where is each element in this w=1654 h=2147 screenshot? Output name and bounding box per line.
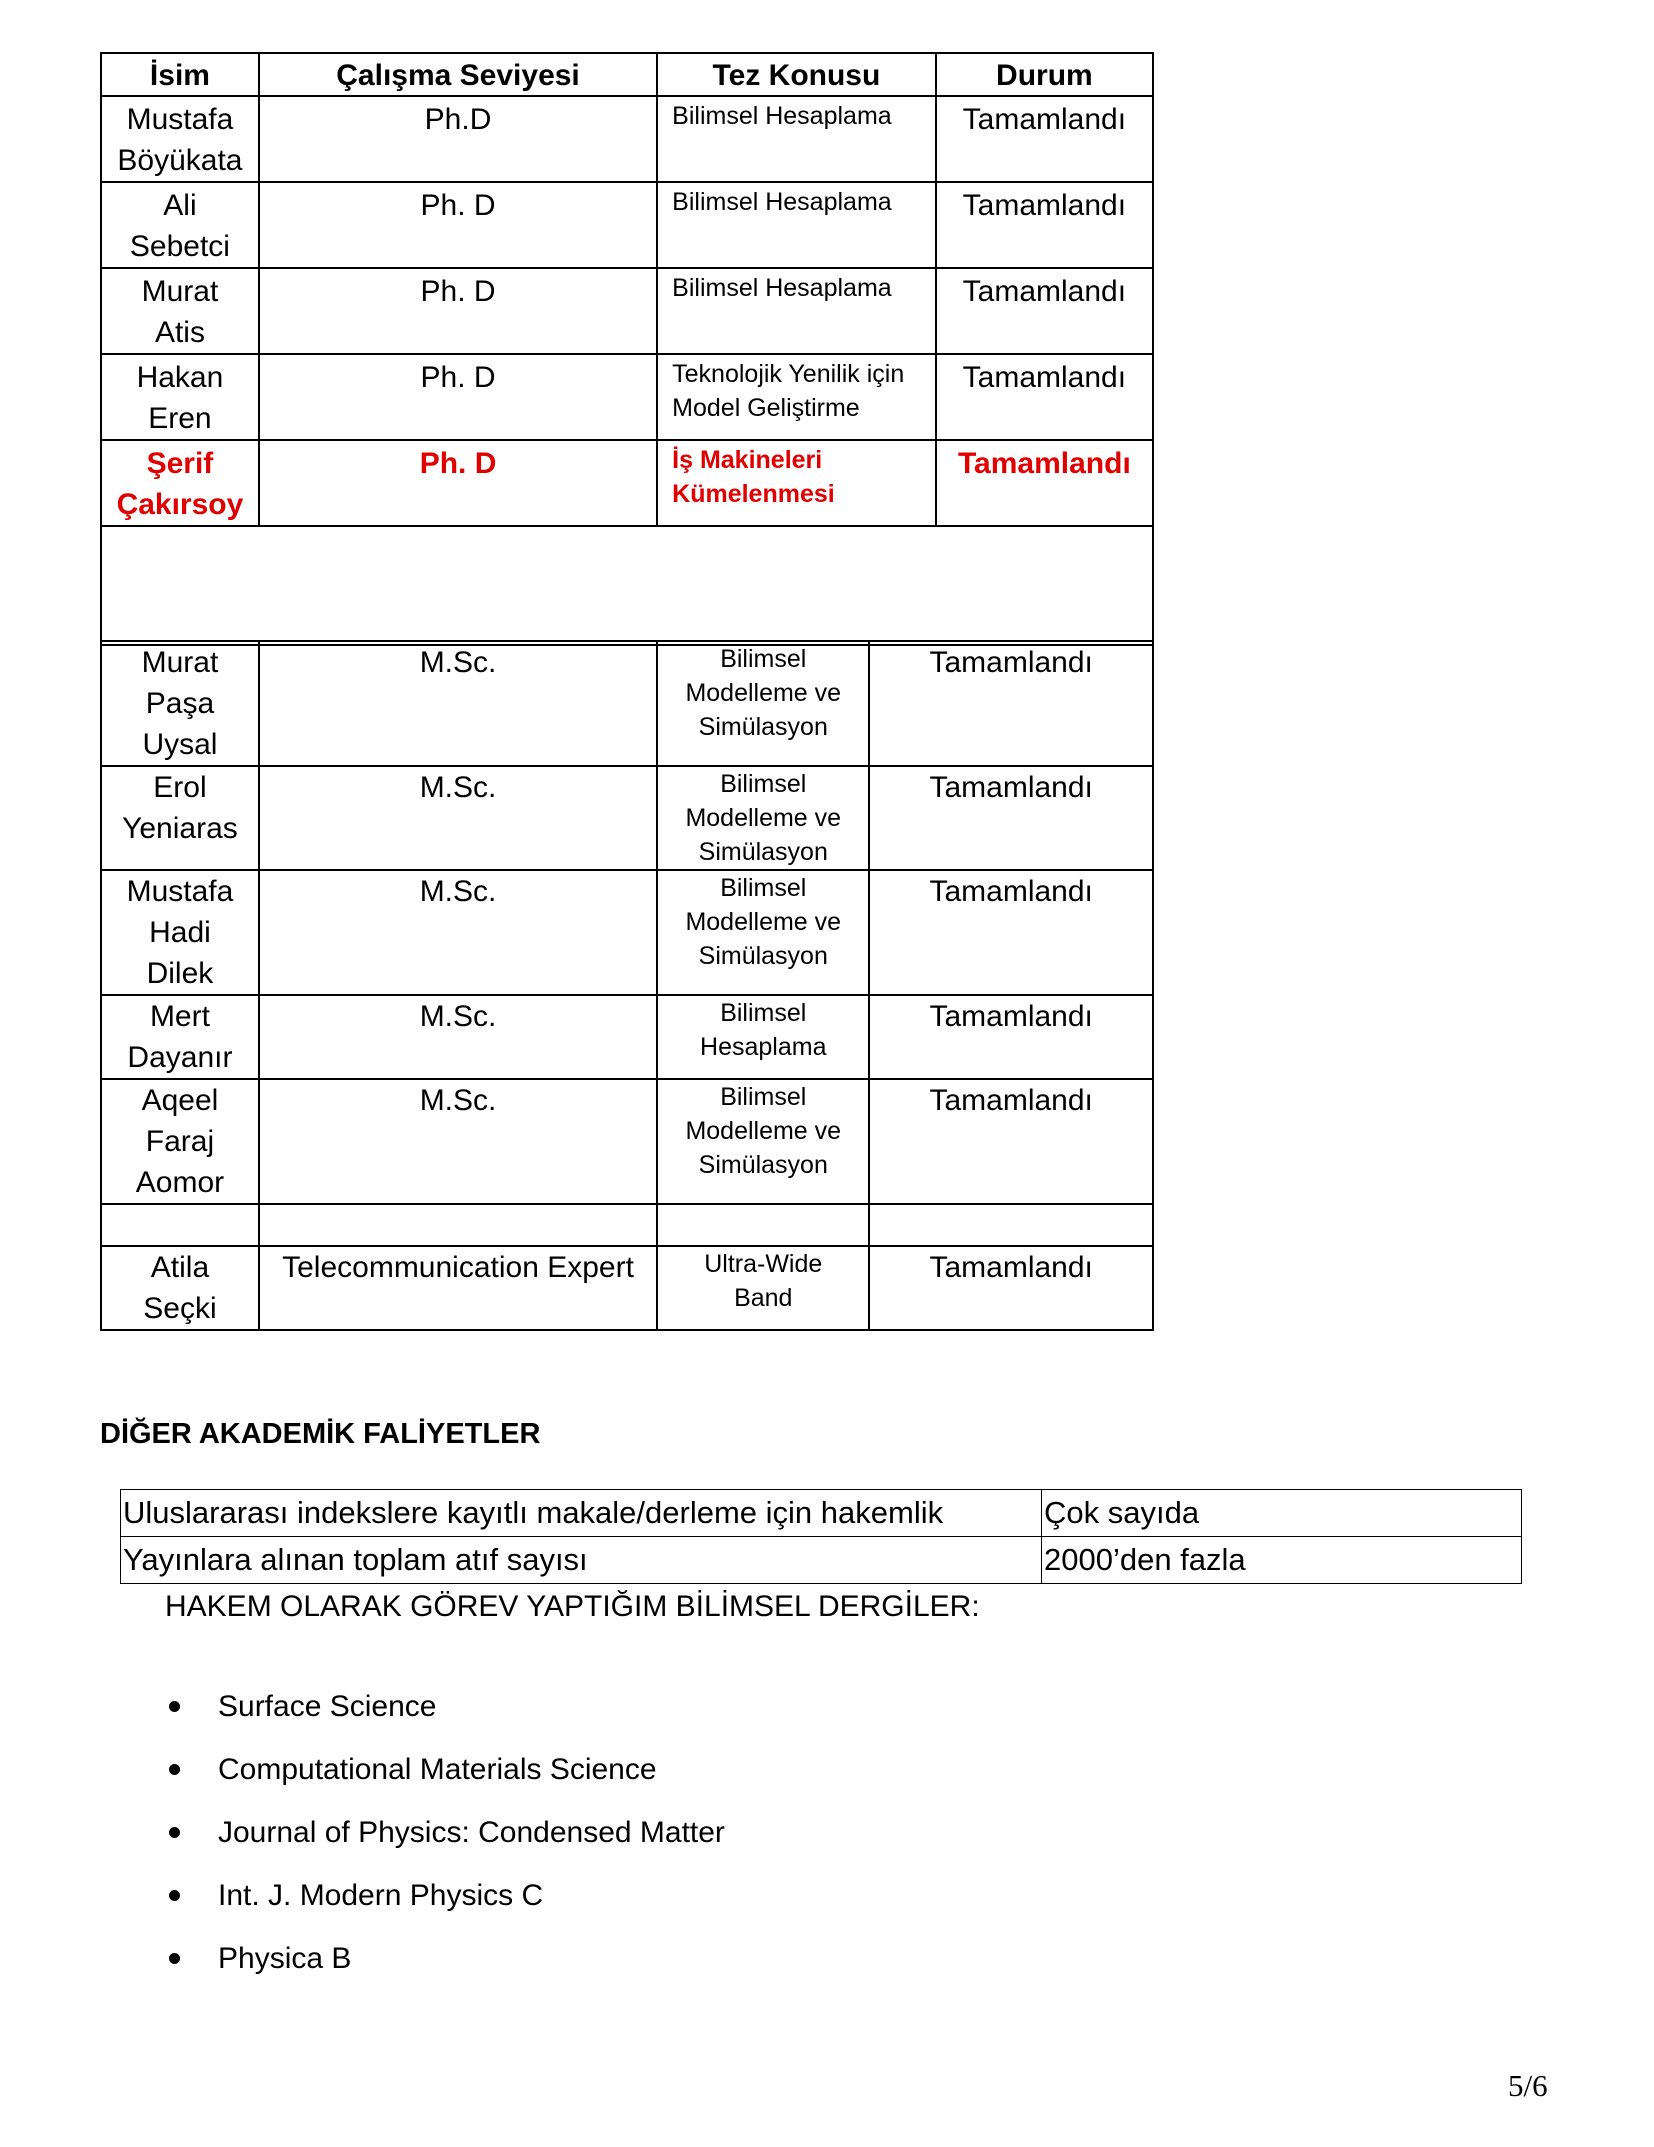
thesis-topic	[657, 766, 869, 870]
journals-heading: HAKEM OLARAK GÖREV YAPTIĞIM BİLİMSEL DERGİLER:	[165, 1590, 980, 1623]
name-line: Atis	[154, 316, 205, 349]
topic-line: Simülasyon	[698, 1151, 828, 1179]
name-line: Aomor	[135, 1166, 225, 1199]
student-name	[101, 995, 259, 1079]
student-name	[101, 766, 259, 870]
student-name	[101, 641, 259, 766]
thesis-topic	[657, 440, 936, 526]
empty-cell	[657, 1204, 869, 1246]
topic-line: Model Geliştirme	[672, 394, 860, 422]
empty-cell	[259, 1204, 657, 1246]
bullet-icon	[169, 1890, 180, 1901]
page-number: 5/6	[1508, 2068, 1548, 2103]
name-line: Seçki	[143, 1292, 217, 1325]
thesis-topic	[657, 182, 936, 268]
topic-line: Bilimsel	[720, 645, 807, 673]
activity-value: Çok sayıda	[1042, 1490, 1522, 1537]
topic-line: Simülasyon	[698, 942, 828, 970]
table-row	[101, 995, 1153, 1079]
study-level: Telecommunication Expert	[259, 1246, 657, 1330]
thesis-topic	[657, 354, 936, 440]
study-level: Ph. D	[259, 182, 657, 268]
topic-line: Modelleme ve	[685, 804, 842, 832]
name-line: Çakırsoy	[116, 488, 244, 521]
topic-line: İş Makineleri	[672, 446, 823, 474]
name-line: Uysal	[142, 728, 218, 761]
student-name	[101, 96, 259, 182]
student-name	[101, 1246, 259, 1330]
name-line: Dayanır	[127, 1041, 233, 1074]
msc-table	[100, 640, 1154, 1331]
bullet-icon	[169, 1953, 180, 1964]
study-level: Ph. D	[259, 354, 657, 440]
list-item	[165, 1685, 725, 1748]
name-line: Yeniaras	[122, 812, 238, 845]
list-item	[165, 1748, 725, 1811]
thesis-topic	[657, 870, 869, 995]
topic-line: Ultra-Wide	[704, 1250, 823, 1278]
topic-line: Bilimsel	[720, 874, 807, 902]
name-line: Paşa	[145, 687, 215, 720]
topic-line: Bilimsel	[720, 770, 807, 798]
study-level: Ph. D	[259, 440, 657, 526]
topic-line: Modelleme ve	[685, 1117, 842, 1145]
name-line: Aqeel	[141, 1084, 219, 1117]
table-row	[101, 96, 1153, 182]
header-level: Çalışma Seviyesi	[259, 53, 657, 96]
activity-label: Yayınlara alınan toplam atıf sayısı	[121, 1537, 1042, 1584]
table-row	[101, 182, 1153, 268]
header-status: Durum	[936, 53, 1153, 96]
status: Tamamlandı	[936, 268, 1153, 354]
topic-line: Bilimsel Hesaplama	[672, 274, 892, 302]
topic-line: Kümelenmesi	[672, 480, 835, 508]
list-item	[165, 1874, 725, 1937]
journal-name: Computational Materials Science	[218, 1753, 657, 1786]
topic-line: Modelleme ve	[685, 908, 842, 936]
name-line: Mert	[149, 1000, 210, 1033]
study-level: M.Sc.	[259, 641, 657, 766]
student-name	[101, 1079, 259, 1204]
topic-line: Hesaplama	[700, 1033, 827, 1061]
journal-name: Journal of Physics: Condensed Matter	[218, 1816, 725, 1849]
status: Tamamlandı	[869, 995, 1153, 1079]
name-line: Mustafa	[126, 103, 234, 136]
status: Tamamlandı	[936, 440, 1153, 526]
activities-table	[120, 1489, 1522, 1584]
name-line: Mustafa	[126, 875, 234, 908]
activity-value: 2000’den fazla	[1042, 1537, 1522, 1584]
study-level: Ph.D	[259, 96, 657, 182]
topic-line: Simülasyon	[698, 838, 828, 866]
name-line: Sebetci	[129, 230, 230, 263]
table-row	[101, 641, 1153, 766]
name-line: Ali	[163, 189, 197, 222]
name-line: Murat	[141, 275, 219, 308]
topic-line: Bilimsel Hesaplama	[672, 102, 892, 130]
topic-line: Bilimsel Hesaplama	[672, 188, 892, 216]
student-name	[101, 354, 259, 440]
empty-cell	[101, 526, 1153, 645]
table-row	[101, 268, 1153, 354]
topic-line: Bilimsel	[720, 999, 807, 1027]
topic-line: Bilimsel	[720, 1083, 807, 1111]
list-item	[165, 1937, 725, 2000]
status: Tamamlandı	[869, 870, 1153, 995]
table-row	[101, 440, 1153, 526]
status: Tamamlandı	[936, 354, 1153, 440]
student-name	[101, 182, 259, 268]
thesis-topic	[657, 995, 869, 1079]
name-line: Eren	[148, 402, 212, 435]
status: Tamamlandı	[869, 1246, 1153, 1330]
student-name	[101, 870, 259, 995]
topic-line: Band	[734, 1284, 793, 1312]
bullet-icon	[169, 1701, 180, 1712]
name-line: Faraj	[145, 1125, 215, 1158]
thesis-topic	[657, 1079, 869, 1204]
students-table-header	[101, 53, 1153, 96]
empty-row	[101, 1204, 1153, 1246]
name-line: Dilek	[146, 957, 214, 990]
empty-row	[101, 526, 1153, 645]
student-name	[101, 268, 259, 354]
name-line: Şerif	[146, 447, 214, 480]
study-level: M.Sc.	[259, 995, 657, 1079]
journal-name: Physica B	[218, 1942, 352, 1975]
table-row	[101, 870, 1153, 995]
empty-cell	[101, 1204, 259, 1246]
empty-cell	[869, 1204, 1153, 1246]
name-line: Hadi	[149, 916, 211, 949]
thesis-topic	[657, 268, 936, 354]
study-level: M.Sc.	[259, 870, 657, 995]
topic-line: Teknolojik Yenilik için	[672, 360, 905, 388]
status: Tamamlandı	[936, 96, 1153, 182]
table-row	[121, 1537, 1522, 1584]
name-line: Erol	[153, 771, 207, 804]
students-table	[100, 52, 1154, 646]
activity-label: Uluslararası indekslere kayıtlı makale/derleme için hakemlik	[121, 1490, 1042, 1537]
table-row	[101, 1079, 1153, 1204]
status: Tamamlandı	[869, 766, 1153, 870]
bullet-icon	[169, 1764, 180, 1775]
table-row	[121, 1490, 1522, 1537]
table-row	[101, 1246, 1153, 1330]
study-level: M.Sc.	[259, 766, 657, 870]
status: Tamamlandı	[869, 641, 1153, 766]
header-topic: Tez Konusu	[657, 53, 936, 96]
thesis-topic	[657, 641, 869, 766]
topic-line: Modelleme ve	[685, 679, 842, 707]
study-level: Ph. D	[259, 268, 657, 354]
journal-name: Surface Science	[218, 1690, 437, 1723]
header-name: İsim	[101, 53, 259, 96]
status: Tamamlandı	[869, 1079, 1153, 1204]
thesis-topic	[657, 96, 936, 182]
topic-line: Simülasyon	[698, 713, 828, 741]
journals-list	[165, 1685, 725, 2000]
student-name	[101, 440, 259, 526]
journal-name: Int. J. Modern Physics C	[218, 1879, 544, 1912]
name-line: Hakan	[136, 361, 224, 394]
study-level: M.Sc.	[259, 1079, 657, 1204]
name-line: Atila	[150, 1251, 210, 1284]
name-line: Böyükata	[117, 144, 243, 177]
table-row	[101, 354, 1153, 440]
status: Tamamlandı	[936, 182, 1153, 268]
name-line: Murat	[141, 646, 219, 679]
section-title: DİĞER AKADEMİK FALİYETLER	[100, 1418, 541, 1450]
list-item	[165, 1811, 725, 1874]
thesis-topic	[657, 1246, 869, 1330]
table-row	[101, 766, 1153, 870]
bullet-icon	[169, 1827, 180, 1838]
